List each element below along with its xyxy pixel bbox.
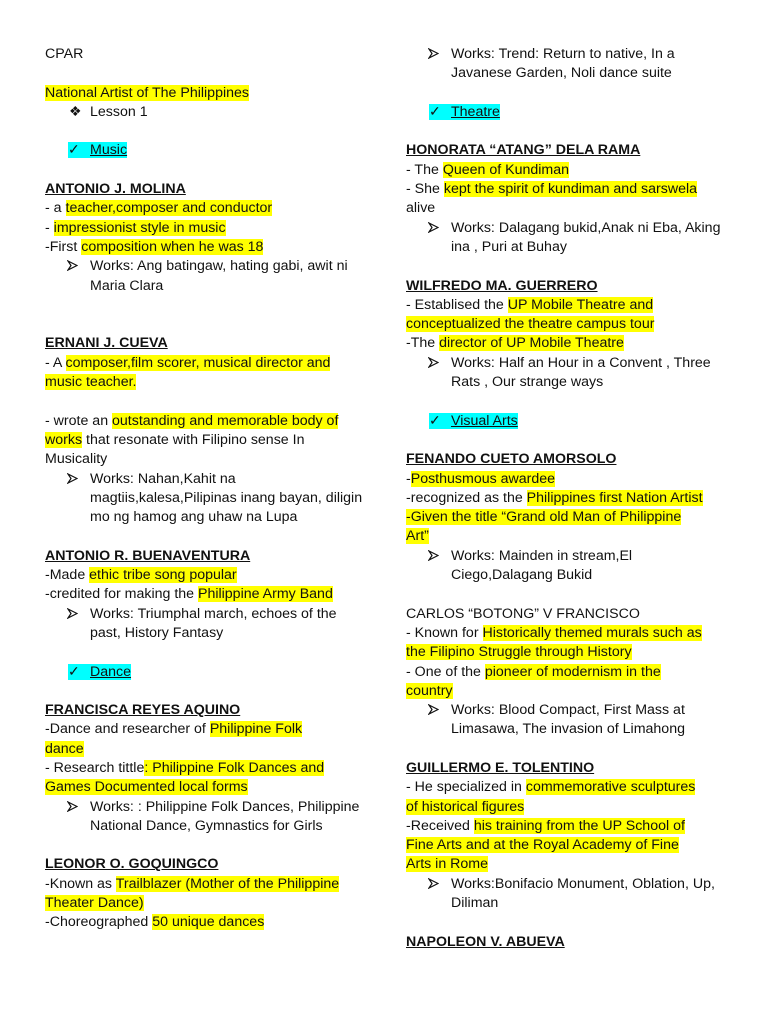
doc-title: CPAR: [45, 46, 84, 62]
artist-detail: works that resonate with Filipino sense In: [45, 431, 305, 448]
artist-detail: -Posthusmous awardee: [406, 470, 556, 487]
artist-detail: -The director of UP Mobile Theatre: [406, 335, 624, 352]
artist-detail: - wrote an outstanding and memorable body of: [45, 412, 339, 429]
artist-detail: - a teacher,composer and conductor: [45, 200, 273, 217]
artist-detail: Art”: [406, 528, 429, 545]
works-item: Works: : Philippine Folk Dances, Philippine National Dance, Gymnastics for Girls: [45, 798, 365, 837]
arrow-bullet-icon: [428, 875, 439, 894]
arrow-bullet-icon: [67, 470, 78, 489]
artist-detail: Theater Dance): [45, 895, 144, 912]
arrow-bullet-icon: [428, 701, 439, 720]
artist-detail: Fine Arts and at the Royal Academy of Fine: [406, 837, 679, 854]
artist-name: GUILLERMO E. TOLENTINO: [406, 759, 595, 776]
artist-detail: - The Queen of Kundiman: [406, 161, 570, 178]
artist-detail: - He specialized in commemorative sculptures: [406, 779, 696, 796]
artist-detail: alive: [406, 200, 436, 217]
arrow-bullet-icon: [67, 605, 78, 624]
artist-name: FRANCISCA REYES AQUINO: [45, 702, 241, 719]
works-item: Works: Blood Compact, First Mass at Limasawa, The invasion of Limahong: [406, 701, 724, 740]
artist-name: WILFREDO MA. GUERRERO: [406, 277, 598, 294]
artist-detail: of historical figures: [406, 798, 525, 815]
artist-detail: -First composition when he was 18: [45, 238, 264, 255]
artist-name: FENANDO CUETO AMORSOLO: [406, 451, 617, 468]
artist-detail: the Filipino Struggle through History: [406, 644, 632, 661]
section-visual-arts: ✓ Visual Arts: [406, 412, 724, 431]
section-theatre: ✓ Theatre: [406, 103, 724, 122]
artist-detail: -Dance and researcher of Philippine Folk: [45, 721, 303, 738]
artist-detail: -Made ethic tribe song popular: [45, 567, 237, 584]
artist-name: LEONOR O. GOQUINGCO: [45, 856, 219, 873]
works-item: Works:Bonifacio Monument, Oblation, Up, Diliman: [406, 875, 724, 914]
checkmark-icon: ✓: [68, 142, 80, 159]
works-item: Works: Half an Hour in a Convent , Three Rats , Our strange ways: [406, 354, 724, 393]
artist-detail: Games Documented local forms: [45, 779, 248, 796]
arrow-bullet-icon: [67, 257, 78, 276]
artist-detail: - Research tittle: Philippine Folk Dances and: [45, 759, 325, 776]
diamond-bullet-icon: ❖: [69, 103, 82, 120]
arrow-bullet-icon: [67, 798, 78, 817]
artist-name: ANTONIO J. MOLINA: [45, 181, 186, 198]
artist-detail: Musicality: [45, 451, 108, 468]
lesson-item: ❖ Lesson 1: [45, 103, 365, 122]
artist-detail: conceptualized the theatre campus tour: [406, 316, 655, 333]
artist-detail: music teacher.: [45, 374, 137, 391]
artist-detail: -recognized as the Philippines first Nation Artist: [406, 489, 703, 506]
artist-detail: dance: [45, 740, 84, 757]
main-heading: National Artist of The Philippines: [45, 84, 249, 101]
artist-detail: - Establised the UP Mobile Theatre and: [406, 296, 654, 313]
artist-name: ERNANI J. CUEVA: [45, 335, 168, 352]
artist-detail: Arts in Rome: [406, 856, 488, 873]
artist-detail: -Received his training from the UP School of: [406, 817, 685, 834]
checkmark-icon: ✓: [68, 663, 80, 680]
section-dance: ✓ Dance: [45, 663, 365, 682]
artist-detail: -credited for making the Philippine Army Band: [45, 586, 333, 603]
checkmark-icon: ✓: [429, 103, 441, 120]
works-item: Works: Nahan,Kahit na magtiis,kalesa,Pilipinas inang bayan, diligin mo ng hamog ang uhaw na Lupa: [45, 470, 365, 528]
artist-detail: -Known as Trailblazer (Mother of the Philippine: [45, 875, 340, 892]
artist-detail: -Choreographed 50 unique dances: [45, 914, 265, 931]
checkmark-icon: ✓: [429, 412, 441, 429]
right-column: [406, 45, 724, 952]
artist-name: CARLOS “BOTONG” V FRANCISCO: [406, 605, 640, 622]
artist-detail: - One of the pioneer of modernism in the: [406, 663, 661, 680]
works-item: Works: Ang batingaw, hating gabi, awit ni Maria Clara: [45, 257, 365, 296]
artist-detail: country: [406, 682, 453, 699]
artist-detail: - She kept the spirit of kundiman and sarswela: [406, 181, 698, 198]
works-item: Works: Dalagang bukid,Anak ni Eba, Aking ina , Puri at Buhay: [406, 219, 724, 258]
artist-detail: -Given the title “Grand old Man of Philippine: [406, 509, 682, 526]
works-item: Works: Mainden in stream,El Ciego,Dalagang Bukid: [406, 547, 724, 586]
artist-detail: - impressionist style in music: [45, 219, 226, 236]
artist-detail: - A composer,film scorer, musical director and: [45, 354, 331, 371]
arrow-bullet-icon: [428, 354, 439, 373]
section-music: ✓ Music: [45, 141, 365, 160]
artist-name: HONORATA “ATANG” DELA RAMA: [406, 142, 641, 159]
arrow-bullet-icon: [428, 45, 439, 64]
left-column: [45, 45, 365, 933]
artist-name: ANTONIO R. BUENAVENTURA: [45, 547, 251, 564]
artist-name: NAPOLEON V. ABUEVA: [406, 933, 565, 950]
works-item: Works: Trend: Return to native, In a Javanese Garden, Noli dance suite: [406, 45, 724, 84]
works-item: Works: Triumphal march, echoes of the past, History Fantasy: [45, 605, 365, 644]
arrow-bullet-icon: [428, 547, 439, 566]
arrow-bullet-icon: [428, 219, 439, 238]
artist-detail: - Known for Historically themed murals such as: [406, 624, 702, 641]
